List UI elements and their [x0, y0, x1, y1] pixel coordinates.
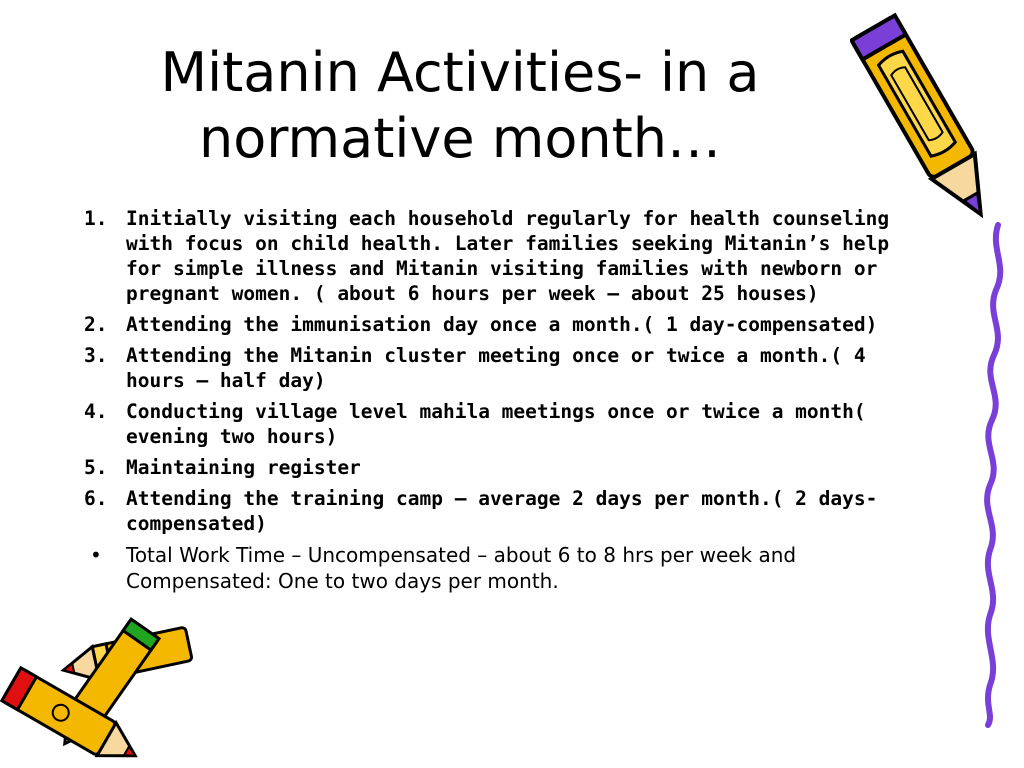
title-line-2: normative month…: [199, 107, 721, 170]
list-item-number: 2.: [84, 313, 108, 336]
bullet-icon: •: [90, 543, 102, 567]
activity-list: [84, 206, 934, 600]
list-item: [84, 343, 934, 393]
list-item-text: Conducting village level mahila meetings once or twice a month( evening two hours): [126, 400, 866, 448]
list-item-text: Attending the Mitanin cluster meeting once or twice a month.( 4 hours – half day): [126, 344, 866, 392]
summary-bullet: [84, 542, 934, 594]
list-item: [84, 399, 934, 449]
pencil-icon: [850, 0, 1020, 250]
list-item-text: Attending the immunisation day once a month.( 1 day-compensated): [126, 313, 878, 336]
summary-text: Total Work Time – Uncompensated – about 6 to 8 hrs per week and Compensated: One to two days per month.: [126, 543, 797, 593]
list-item-number: 6.: [84, 487, 108, 510]
list-item: [84, 206, 934, 306]
list-item: [84, 455, 934, 480]
pencil-icon: [0, 615, 210, 765]
scribble-line-icon: [960, 220, 1020, 730]
list-item-number: 3.: [84, 344, 108, 367]
slide-title: [60, 40, 860, 172]
list-item: [84, 312, 934, 337]
list-item-text: Attending the training camp – average 2 days per month.( 2 days- compensated): [126, 487, 878, 535]
list-item-number: 1.: [84, 207, 108, 230]
list-item-text: Maintaining register: [126, 456, 361, 479]
title-line-1: Mitanin Activities- in a: [160, 41, 760, 104]
list-item: [84, 486, 934, 536]
list-item-number: 4.: [84, 400, 108, 423]
list-item-text: Initially visiting each household regularly for health counseling with focus on child health. Later families seeking Mitanin’s help for simple illness and Mitanin visiting families with newborn or pregnant women. ( about 6 hours per week – about 25 houses): [126, 207, 890, 305]
list-item-number: 5.: [84, 456, 108, 479]
